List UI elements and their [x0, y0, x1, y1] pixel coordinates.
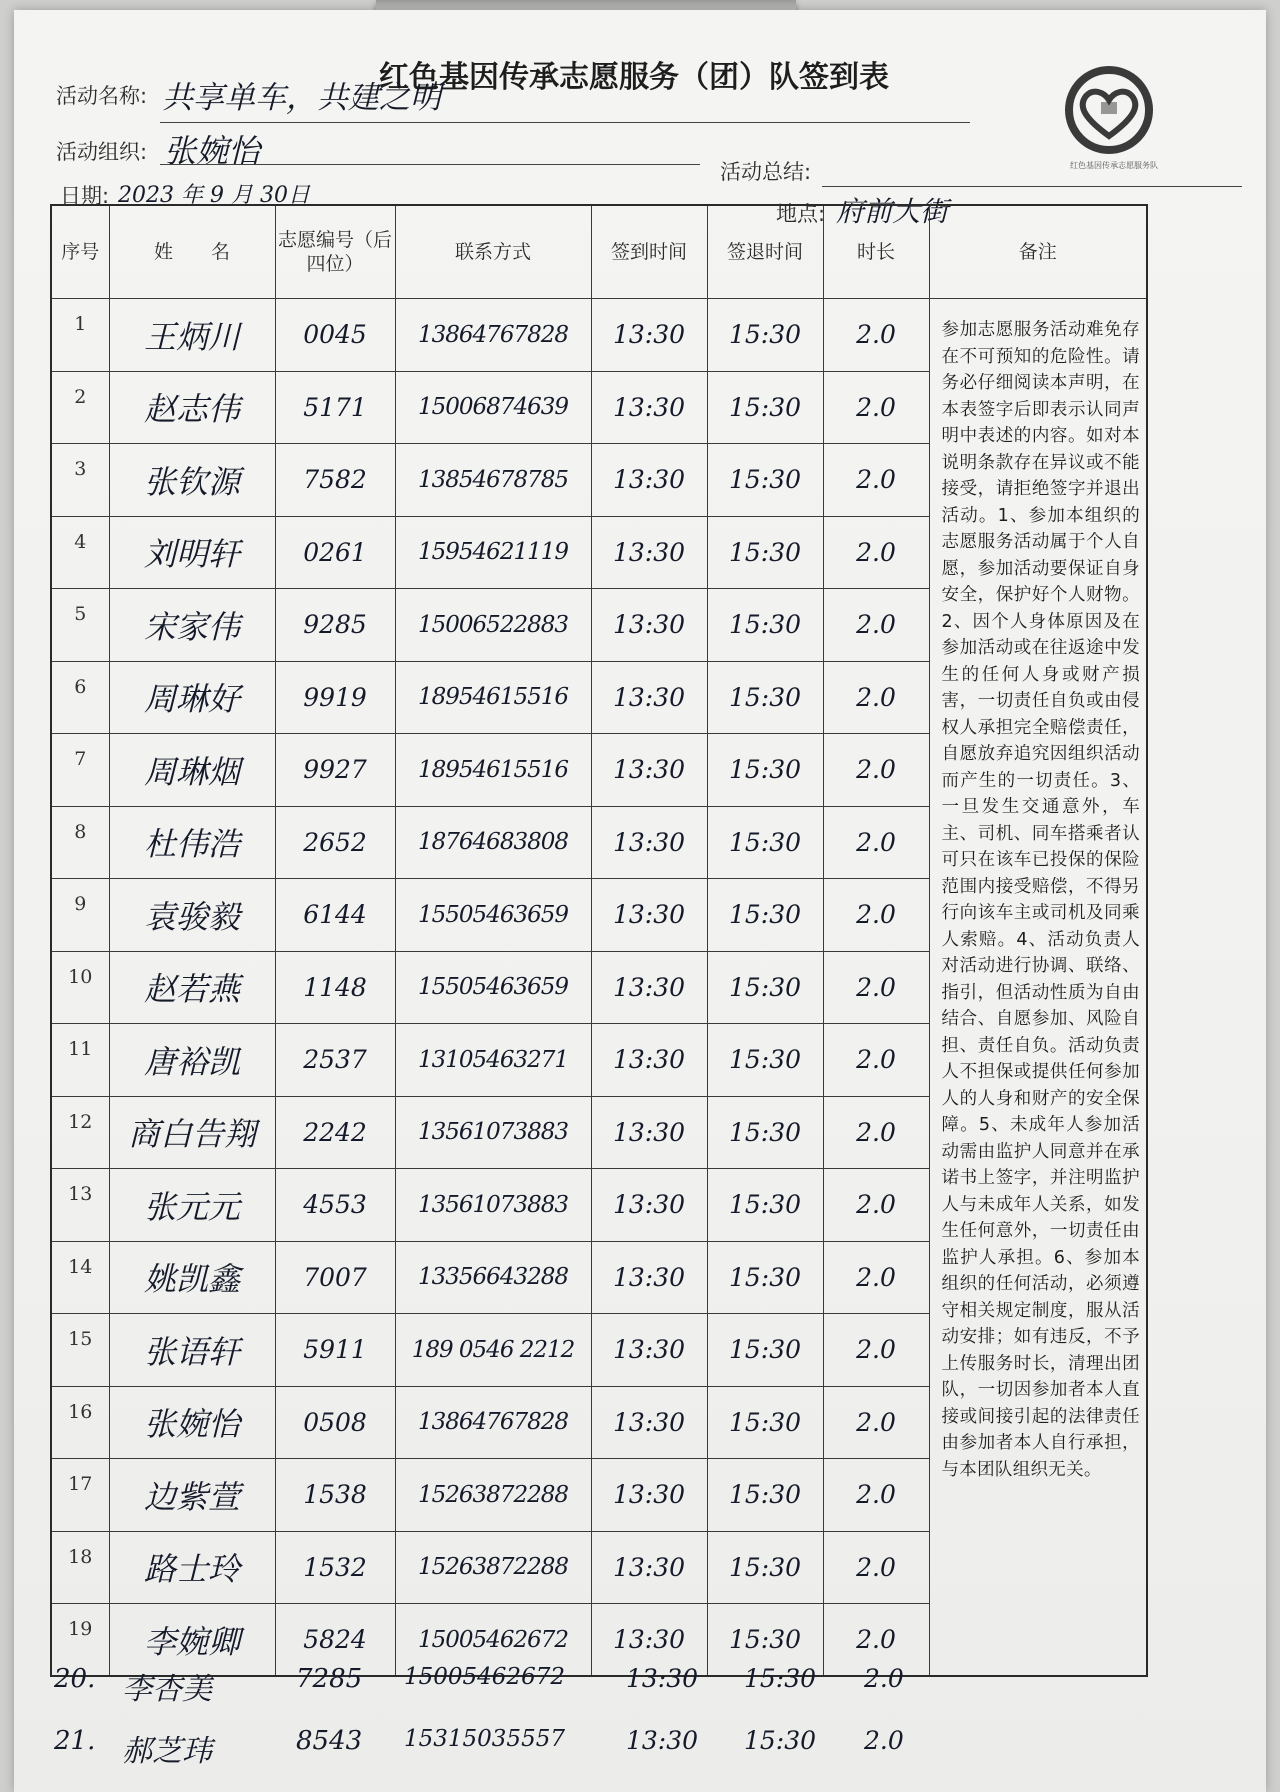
header-duration: 时长	[823, 205, 929, 299]
extra-row-out: 15:30	[744, 1664, 817, 1693]
header-volunteer-id: 志愿编号（后四位）	[275, 205, 395, 299]
row-name: 王炳川	[109, 299, 275, 372]
header-sign-in: 签到时间	[591, 205, 707, 299]
row-duration: 2.0	[823, 371, 929, 444]
row-name: 姚凯鑫	[109, 1241, 275, 1314]
row-seq: 16	[51, 1386, 109, 1459]
row-phone: 18954615516	[395, 661, 591, 734]
row-name: 张元元	[109, 1169, 275, 1242]
row-duration: 2.0	[823, 1169, 929, 1242]
row-sign-out: 15:30	[707, 371, 823, 444]
header-remarks: 备注	[929, 205, 1147, 299]
row-sign-out: 15:30	[707, 1386, 823, 1459]
row-phone: 15505463659	[395, 951, 591, 1024]
row-seq: 11	[51, 1024, 109, 1097]
header-sign-out: 签退时间	[707, 205, 823, 299]
row-name: 刘明轩	[109, 516, 275, 589]
row-duration: 2.0	[823, 1459, 929, 1532]
organizer-line	[160, 164, 700, 165]
row-phone: 15954621119	[395, 516, 591, 589]
extra-row-in: 13:30	[626, 1726, 699, 1755]
row-sign-in: 13:30	[591, 1459, 707, 1532]
extra-row-id: 7285	[296, 1664, 363, 1694]
row-name: 唐裕凯	[109, 1024, 275, 1097]
row-sign-in: 13:30	[591, 879, 707, 952]
row-seq: 2	[51, 371, 109, 444]
row-phone: 13561073883	[395, 1169, 591, 1242]
extra-row-phone: 15315035557	[404, 1726, 565, 1752]
summary-label: 活动总结:	[720, 160, 812, 184]
date-value: 2023 年 9 月 30日	[118, 183, 310, 208]
row-volunteer-id: 6144	[275, 879, 395, 952]
row-name: 周琳烟	[109, 734, 275, 807]
extra-row-name: 李杏美	[122, 1672, 212, 1707]
row-sign-in: 13:30	[591, 951, 707, 1024]
row-phone: 13864767828	[395, 299, 591, 372]
row-volunteer-id: 2537	[275, 1024, 395, 1097]
row-volunteer-id: 9927	[275, 734, 395, 807]
row-seq: 10	[51, 951, 109, 1024]
logo-caption: 红色基因传承志愿服务队	[1070, 161, 1158, 170]
row-name: 杜伟浩	[109, 806, 275, 879]
row-duration: 2.0	[823, 734, 929, 807]
organizer-value: 张婉怡	[164, 132, 261, 170]
row-sign-out: 15:30	[707, 1024, 823, 1097]
row-seq: 1	[51, 299, 109, 372]
row-sign-out: 15:30	[707, 1241, 823, 1314]
row-volunteer-id: 5911	[275, 1314, 395, 1387]
extra-row-name: 郝芝玮	[122, 1734, 212, 1769]
row-volunteer-id: 2242	[275, 1096, 395, 1169]
row-duration: 2.0	[823, 1314, 929, 1387]
header-contact: 联系方式	[395, 205, 591, 299]
extra-row-seq: 21.	[54, 1726, 96, 1756]
row-seq: 4	[51, 516, 109, 589]
row-name: 袁骏毅	[109, 879, 275, 952]
row-sign-out: 15:30	[707, 951, 823, 1024]
row-seq: 5	[51, 589, 109, 662]
row-volunteer-id: 1532	[275, 1531, 395, 1604]
organizer-label: 活动组织:	[56, 140, 148, 164]
row-name: 张婉怡	[109, 1386, 275, 1459]
date-label: 日期:	[60, 184, 110, 208]
row-sign-out: 15:30	[707, 1604, 823, 1677]
extra-row-dur: 2.0	[864, 1726, 904, 1755]
row-sign-in: 13:30	[591, 1024, 707, 1097]
row-sign-out: 15:30	[707, 661, 823, 734]
row-sign-out: 15:30	[707, 734, 823, 807]
row-name: 宋家伟	[109, 589, 275, 662]
row-duration: 2.0	[823, 879, 929, 952]
row-volunteer-id: 0261	[275, 516, 395, 589]
sheet-title: 红色基因传承志愿服务（团）队签到表	[379, 60, 889, 95]
row-seq: 7	[51, 734, 109, 807]
row-duration: 2.0	[823, 444, 929, 517]
extra-row-id: 8543	[296, 1726, 363, 1756]
row-sign-in: 13:30	[591, 1096, 707, 1169]
row-seq: 15	[51, 1314, 109, 1387]
row-sign-in: 13:30	[591, 1314, 707, 1387]
row-sign-in: 13:30	[591, 516, 707, 589]
row-phone: 189 0546 2212	[395, 1314, 591, 1387]
row-name: 张钦源	[109, 444, 275, 517]
row-sign-in: 13:30	[591, 444, 707, 517]
extra-row-dur: 2.0	[864, 1664, 904, 1693]
row-phone: 13561073883	[395, 1096, 591, 1169]
row-volunteer-id: 7007	[275, 1241, 395, 1314]
row-duration: 2.0	[823, 951, 929, 1024]
location-label: 地点:	[776, 202, 826, 226]
row-sign-out: 15:30	[707, 516, 823, 589]
row-duration: 2.0	[823, 299, 929, 372]
row-sign-out: 15:30	[707, 1314, 823, 1387]
row-sign-in: 13:30	[591, 1531, 707, 1604]
row-name: 张语轩	[109, 1314, 275, 1387]
row-sign-out: 15:30	[707, 1531, 823, 1604]
location-value: 府前大街	[836, 195, 949, 228]
row-phone: 13105463271	[395, 1024, 591, 1097]
row-volunteer-id: 5824	[275, 1604, 395, 1677]
row-sign-out: 15:30	[707, 1096, 823, 1169]
table-row	[51, 299, 1147, 372]
extra-row-in: 13:30	[626, 1664, 699, 1693]
header-seq: 序号	[51, 205, 109, 299]
row-seq: 18	[51, 1531, 109, 1604]
row-name: 赵志伟	[109, 371, 275, 444]
row-volunteer-id: 4553	[275, 1169, 395, 1242]
row-duration: 2.0	[823, 1096, 929, 1169]
row-duration: 2.0	[823, 1024, 929, 1097]
row-seq: 9	[51, 879, 109, 952]
row-sign-in: 13:30	[591, 589, 707, 662]
row-name: 边紫萱	[109, 1459, 275, 1532]
row-seq: 14	[51, 1241, 109, 1314]
row-phone: 13864767828	[395, 1386, 591, 1459]
row-phone: 15005462672	[395, 1604, 591, 1677]
activity-name-value: 共享单车，共建之明	[162, 80, 441, 116]
row-sign-in: 13:30	[591, 1241, 707, 1314]
row-name: 商白告翔	[109, 1096, 275, 1169]
row-duration: 2.0	[823, 1241, 929, 1314]
row-sign-in: 13:30	[591, 1169, 707, 1242]
row-sign-out: 15:30	[707, 1459, 823, 1532]
row-sign-in: 13:30	[591, 734, 707, 807]
extra-row-out: 15:30	[744, 1726, 817, 1755]
row-seq: 19	[51, 1604, 109, 1677]
row-phone: 15263872288	[395, 1531, 591, 1604]
row-duration: 2.0	[823, 1531, 929, 1604]
row-sign-out: 15:30	[707, 444, 823, 517]
extra-row-seq: 20.	[54, 1664, 96, 1694]
row-volunteer-id: 5171	[275, 371, 395, 444]
row-phone: 13356643288	[395, 1241, 591, 1314]
row-sign-out: 15:30	[707, 1169, 823, 1242]
row-seq: 6	[51, 661, 109, 734]
row-phone: 15006522883	[395, 589, 591, 662]
row-sign-out: 15:30	[707, 589, 823, 662]
row-phone: 18954615516	[395, 734, 591, 807]
row-duration: 2.0	[823, 661, 929, 734]
activity-name-label: 活动名称:	[56, 84, 148, 108]
row-duration: 2.0	[823, 589, 929, 662]
row-sign-in: 13:30	[591, 661, 707, 734]
row-seq: 17	[51, 1459, 109, 1532]
row-sign-in: 13:30	[591, 299, 707, 372]
row-sign-out: 15:30	[707, 879, 823, 952]
row-duration: 2.0	[823, 1386, 929, 1459]
row-phone: 13854678785	[395, 444, 591, 517]
activity-name-line	[160, 122, 970, 123]
row-sign-in: 13:30	[591, 371, 707, 444]
row-volunteer-id: 2652	[275, 806, 395, 879]
row-seq: 8	[51, 806, 109, 879]
row-seq: 12	[51, 1096, 109, 1169]
row-name: 李婉卿	[109, 1604, 275, 1677]
row-duration: 2.0	[823, 806, 929, 879]
row-sign-out: 15:30	[707, 806, 823, 879]
row-sign-in: 13:30	[591, 1386, 707, 1459]
row-phone: 15505463659	[395, 879, 591, 952]
row-volunteer-id: 0045	[275, 299, 395, 372]
row-volunteer-id: 7582	[275, 444, 395, 517]
row-name: 赵若燕	[109, 951, 275, 1024]
row-name: 周琳好	[109, 661, 275, 734]
row-phone: 15263872288	[395, 1459, 591, 1532]
row-duration: 2.0	[823, 1604, 929, 1677]
row-sign-in: 13:30	[591, 806, 707, 879]
row-sign-in: 13:30	[591, 1604, 707, 1677]
extra-row-phone: 15005462672	[404, 1664, 565, 1690]
row-volunteer-id: 1148	[275, 951, 395, 1024]
row-seq: 3	[51, 444, 109, 517]
remarks-disclaimer: 参加志愿服务活动难免存在不可预知的危险性。请务必仔细阅读本声明，在本表签字后即表示认同声明中表述的内容。如对本说明条款存在异议或不能接受，请拒绝签字并退出活动。1、参加本组织的志愿服务活动属于个人自愿，参加活动要保证自身安全，保护好个人财物。2、因个人身体原因及在参加活动或在往返途中发生的任何人身或财产损害，一切责任自负或由侵权人承担完全赔偿责任，自愿放弃追究因组织活动而产生的一切责任。3、一旦发生交通意外，车主、司机、同车搭乘者认可只在该车已投保的保险范围内接受赔偿，不得另行向该车主或司机及同乘人索赔。4、活动负责人对活动进行协调、联络、指引，但活动性质为自由结合、自愿参加、风险自担、责任自负。活动负责人不担保或提供任何参加人的人身和财产的安全保障。5、未成年人参加活动需由监护人同意并在承诺书上签字，并注明监护人与未成年人关系，如发生任何意外，一切责任由监护人承担。6、参加本组织的任何活动，必须遵守相关规定制度，服从活动安排；如有违反，不予上传服务时长，清理出团队，一切因参加者本人直接或间接引起的法律责任由参加者本人自行承担，与本团队组织无关。	[929, 299, 1147, 1677]
sign-in-sheet	[14, 10, 1266, 1792]
row-seq: 13	[51, 1169, 109, 1242]
attendance-table	[50, 204, 1148, 1677]
row-volunteer-id: 9285	[275, 589, 395, 662]
row-duration: 2.0	[823, 516, 929, 589]
heart-logo-icon	[1054, 62, 1164, 162]
row-phone: 15006874639	[395, 371, 591, 444]
row-volunteer-id: 9919	[275, 661, 395, 734]
row-volunteer-id: 1538	[275, 1459, 395, 1532]
row-name: 路士玲	[109, 1531, 275, 1604]
row-phone: 18764683808	[395, 806, 591, 879]
table-header-row	[51, 205, 1147, 299]
summary-line	[822, 186, 1242, 187]
header-name: 姓 名	[109, 205, 275, 299]
row-volunteer-id: 0508	[275, 1386, 395, 1459]
row-sign-out: 15:30	[707, 299, 823, 372]
